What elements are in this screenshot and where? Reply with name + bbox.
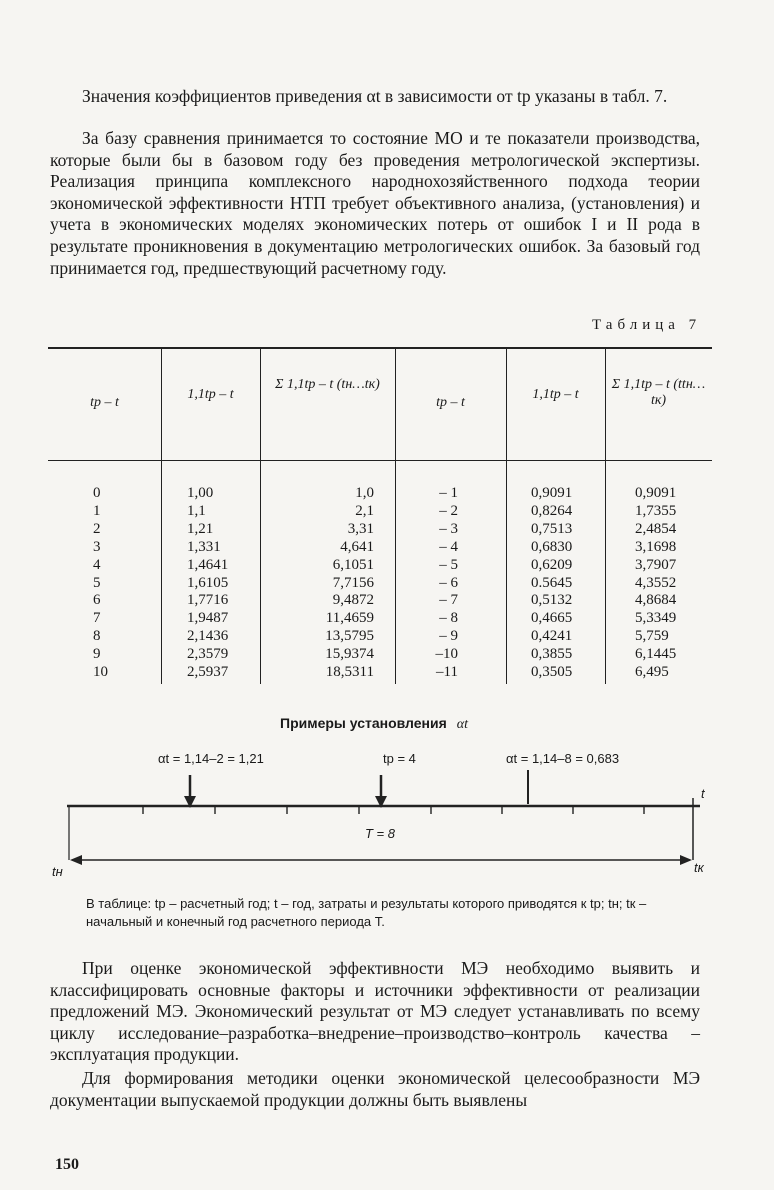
table-cell: 13,5795 — [325, 628, 374, 645]
paragraph-2: За базу сравнения принимается то состояние МО и те показатели производства, которые были бы в базовом году без проведения метрологической экспертизы. Реализация принципа комплексного народнохозяйственного подхода теории экономической эффективности НТП требует объективного анализа, (установления) и учета в экономических моделях экономических потерь от ошибок I и II рода в результате проникновения в документацию метрологических ошибок. За базовый год принимается год, предшествующий расчетному году. — [50, 128, 700, 278]
table-cell: – 4 — [439, 538, 458, 555]
header-sum: Σ 1,1tр – t (tн…tк) — [275, 377, 380, 392]
table-cell: –10 — [435, 646, 458, 663]
paragraph-1: Значения коэффициентов приведения αt в зависимости от tр указаны в табл. 7. — [82, 86, 668, 106]
table-cell: 1,6105 — [187, 574, 229, 591]
table-cell: 2,3579 — [187, 646, 229, 663]
table-cell: 1,7716 — [187, 592, 229, 609]
table-cell: 3 — [93, 538, 101, 555]
table-cell: 0,7513 — [531, 520, 573, 537]
table-cell: 10 — [93, 664, 108, 681]
label-alpha-1: αt = 1,14–2 = 1,21 — [158, 751, 264, 766]
examples-title: Примеры установления αt — [280, 715, 469, 732]
table-cell: 9 — [93, 646, 101, 663]
table-cell: 4,8684 — [635, 592, 677, 609]
table-cell: 4 — [93, 556, 101, 573]
table-cell: 9,4872 — [332, 592, 374, 609]
table-cell: 1,0 — [355, 485, 374, 501]
table-cell: 0,9091 — [531, 485, 573, 501]
table-cell: – 3 — [439, 520, 458, 537]
table-note: В таблице: tр – расчетный год; t – год, затраты и результаты которого приводятся к tр; tн; tк – начальный и конечный год расчетного периода T. — [86, 896, 647, 929]
header-tp-t: tр – t — [90, 395, 119, 410]
period-arrow-right — [680, 855, 692, 865]
table-cell: 11,4659 — [325, 610, 374, 627]
table-cell: 0,6830 — [531, 538, 573, 555]
table-cell: 6,1051 — [332, 556, 374, 573]
table-cell: 5,3349 — [635, 610, 677, 627]
table-cell: 15,9374 — [325, 646, 374, 663]
table-cell: 0,4241 — [531, 628, 573, 645]
table-cell: 2,4854 — [635, 520, 677, 537]
table-cell: 7,7156 — [332, 574, 374, 591]
table-cell: 0,8264 — [531, 502, 573, 519]
table-cell: 4,641 — [340, 538, 374, 555]
table-cell: 8 — [93, 628, 101, 645]
table-cell: 1,331 — [187, 538, 221, 555]
table-cell: 0,9091 — [635, 485, 677, 501]
table-cell: 4,3552 — [635, 574, 677, 591]
table-cell: – 8 — [439, 610, 458, 627]
table-cell: 2 — [93, 520, 101, 537]
table-cell: 1,7355 — [635, 502, 677, 519]
paragraph-4: Для формирования методики оценки экономической целесообразности МЭ документации выпускаемой продукции должны быть выявлены — [50, 1068, 700, 1110]
table-cell: 2,1 — [355, 502, 374, 519]
table-cell: 0 — [93, 485, 101, 501]
table-cell: 3,7907 — [635, 556, 677, 573]
table-cell: – 5 — [439, 556, 458, 573]
table-cell: 2,5937 — [187, 664, 229, 681]
header-sum-2: Σ 1,1tр – t (ttн…tк) — [611, 377, 706, 408]
table-cell: 0.5645 — [531, 574, 573, 591]
table-cell: 1,4641 — [187, 556, 229, 573]
table-cell: 3,1698 — [635, 538, 677, 555]
table-cell: 0,4665 — [531, 610, 573, 627]
table-cell: 5 — [93, 574, 101, 591]
table-cell: 6 — [93, 592, 101, 609]
table-cell: – 2 — [439, 502, 458, 519]
table-cell: – 7 — [439, 592, 458, 609]
table-cell: 1,9487 — [187, 610, 229, 627]
page-number: 150 — [55, 1156, 79, 1173]
table-cell: 7 — [93, 610, 101, 627]
table-cell: 18,5311 — [325, 664, 374, 681]
table-cell: 3,31 — [347, 520, 374, 537]
table-cell: 0,5132 — [531, 592, 573, 609]
table-cell: – 1 — [439, 485, 458, 501]
table-cell: 0,3505 — [531, 664, 573, 681]
table-cell: 1 — [93, 502, 101, 519]
table-cell: – 6 — [439, 574, 458, 591]
header-coef-2: 1,1tр – t — [532, 387, 579, 402]
table-cell: –11 — [436, 664, 458, 681]
header-tp-t-2: tр – t — [436, 395, 465, 410]
t-end-label: tк — [694, 860, 704, 875]
label-alpha-2: αt = 1,14–8 = 0,683 — [506, 751, 620, 766]
table-cell: 5,759 — [635, 628, 669, 645]
period-arrow-left — [70, 855, 82, 865]
table-caption: Таблица 7 — [592, 317, 702, 333]
table-cell: 0,3855 — [531, 646, 573, 663]
header-coef: 1,1tр – t — [187, 387, 234, 402]
t-start-label: tн — [52, 864, 63, 879]
table-cell: 6,495 — [635, 664, 669, 681]
label-tp: tр = 4 — [383, 751, 416, 766]
table-cell: – 9 — [439, 628, 458, 645]
axis-t-label: t — [701, 786, 705, 801]
table-cell: 0,6209 — [531, 556, 573, 573]
table-cell: 1,00 — [187, 485, 214, 501]
period-label: T = 8 — [365, 826, 395, 841]
paragraph-3: При оценке экономической эффективности МЭ необходимо выявить и классифицировать основные факторы и источники эффективности от реализации предложений МЭ. Экономический результат от МЭ следует устанавливать по всему циклу исследование–разработка–внедрение–производство–контроль качества – эксплуатация продукции. — [50, 958, 700, 1065]
table-cell: 1,21 — [187, 520, 214, 537]
table-cell: 6,1445 — [635, 646, 677, 663]
table-cell: 1,1 — [187, 502, 206, 519]
table-cell: 2,1436 — [187, 628, 229, 645]
